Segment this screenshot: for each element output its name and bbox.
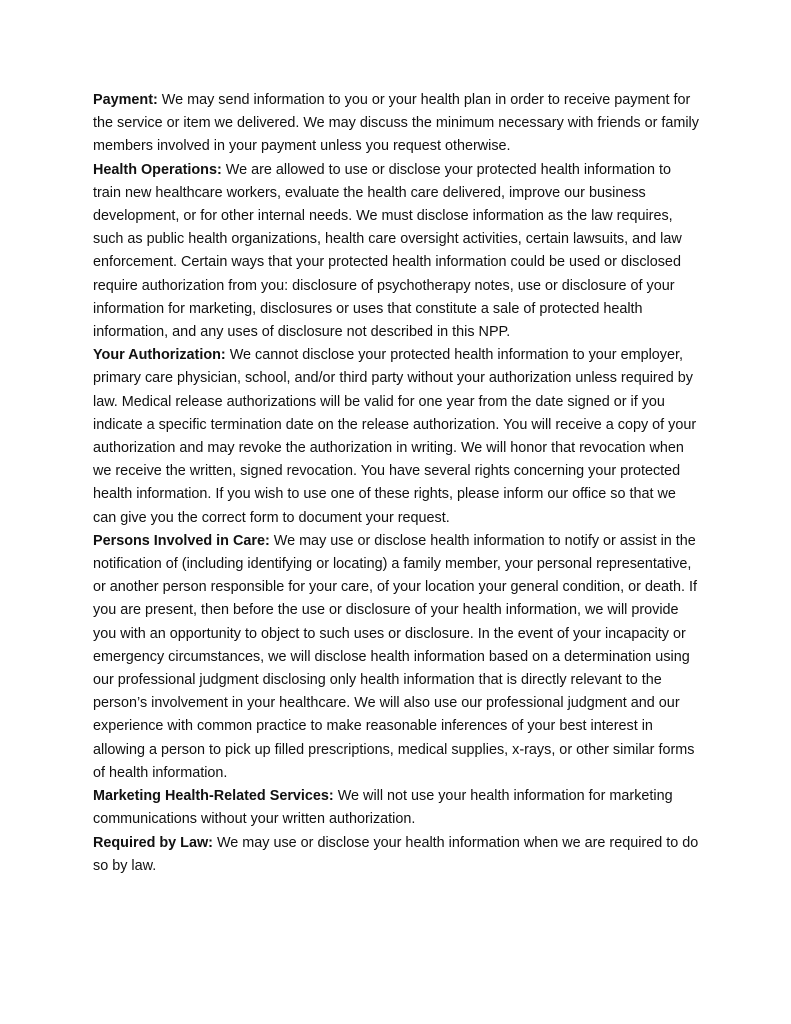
section-heading: Payment: [93,92,158,108]
document-page [93,89,699,878]
section-heading: Marketing Health-Related Services: [93,788,334,805]
section-body: We may send information to you or your health plan in order to receive payment for the service or item we delivered. We may discuss the minimum necessary with friends or family members involved in your payment unless you request otherwise. [93,92,699,155]
section-body: We may use or disclose health information to notify or assist in the notification of (including identifying or locating) a family member, your personal representative, or another person responsible for your care, of your location your general condition, or death. If you are present, then before the use or disclosure of your health information, we will provide you with an opportunity to object to such uses or disclosure. In the event of your incapacity or emergency circumstances, we will disclose health information based on a determination using our professional judgment disclosing only health information that is directly relevant to the person’s involvement in your healthcare. We will also use our professional judgment and our experience with common practice to make reasonable inferences of your best interest in allowing a person to pick up filled prescriptions, medical supplies, x-rays, or other similar forms of health information. [93,532,697,781]
section-heading: Persons Involved in Care: [93,532,270,549]
section-marketing-health-related-services [93,785,699,831]
section-heading: Required by Law: [93,834,213,851]
section-persons-involved-in-care [93,530,699,785]
section-your-authorization [93,344,699,530]
section-heading: Your Authorization: [93,347,226,364]
section-heading: Health Operations: [93,161,222,178]
section-required-by-law [93,832,699,878]
section-health-operations [93,159,699,345]
section-body: We may use or disclose your health information when we are required to do so by law. [93,834,699,874]
section-body: We cannot disclose your protected health information to your employer, primary care physician, school, and/or third party without your authorization unless required by law. Medical release authorizations will be valid for one year from the date signed or if you indicate a specific termination date on the release authorization. You will receive a copy of your authorization and may revoke the authorization in writing. We will honor that revocation when we receive the written, signed revocation. You have several rights concerning your protected health information. If you wish to use one of these rights, please inform our office so that we can give you the correct form to document your request. [93,347,697,526]
section-payment [93,89,699,159]
section-body: We are allowed to use or disclose your protected health information to train new healthcare workers, evaluate the health care delivered, improve our business development, or for other internal needs. We must disclose information as the law requires, such as public health organizations, health care oversight activities, certain lawsuits, and law enforcement. Certain ways that your protected health information could be used or disclosed require authorization from you: disclosure of psychotherapy notes, use or disclosure of your information for marketing, disclosures or uses that constitute a sale of protected health information, and any uses of disclosure not described in this NPP. [93,161,682,341]
section-body: We will not use your health information for marketing communications without your written authorization. [93,788,673,828]
